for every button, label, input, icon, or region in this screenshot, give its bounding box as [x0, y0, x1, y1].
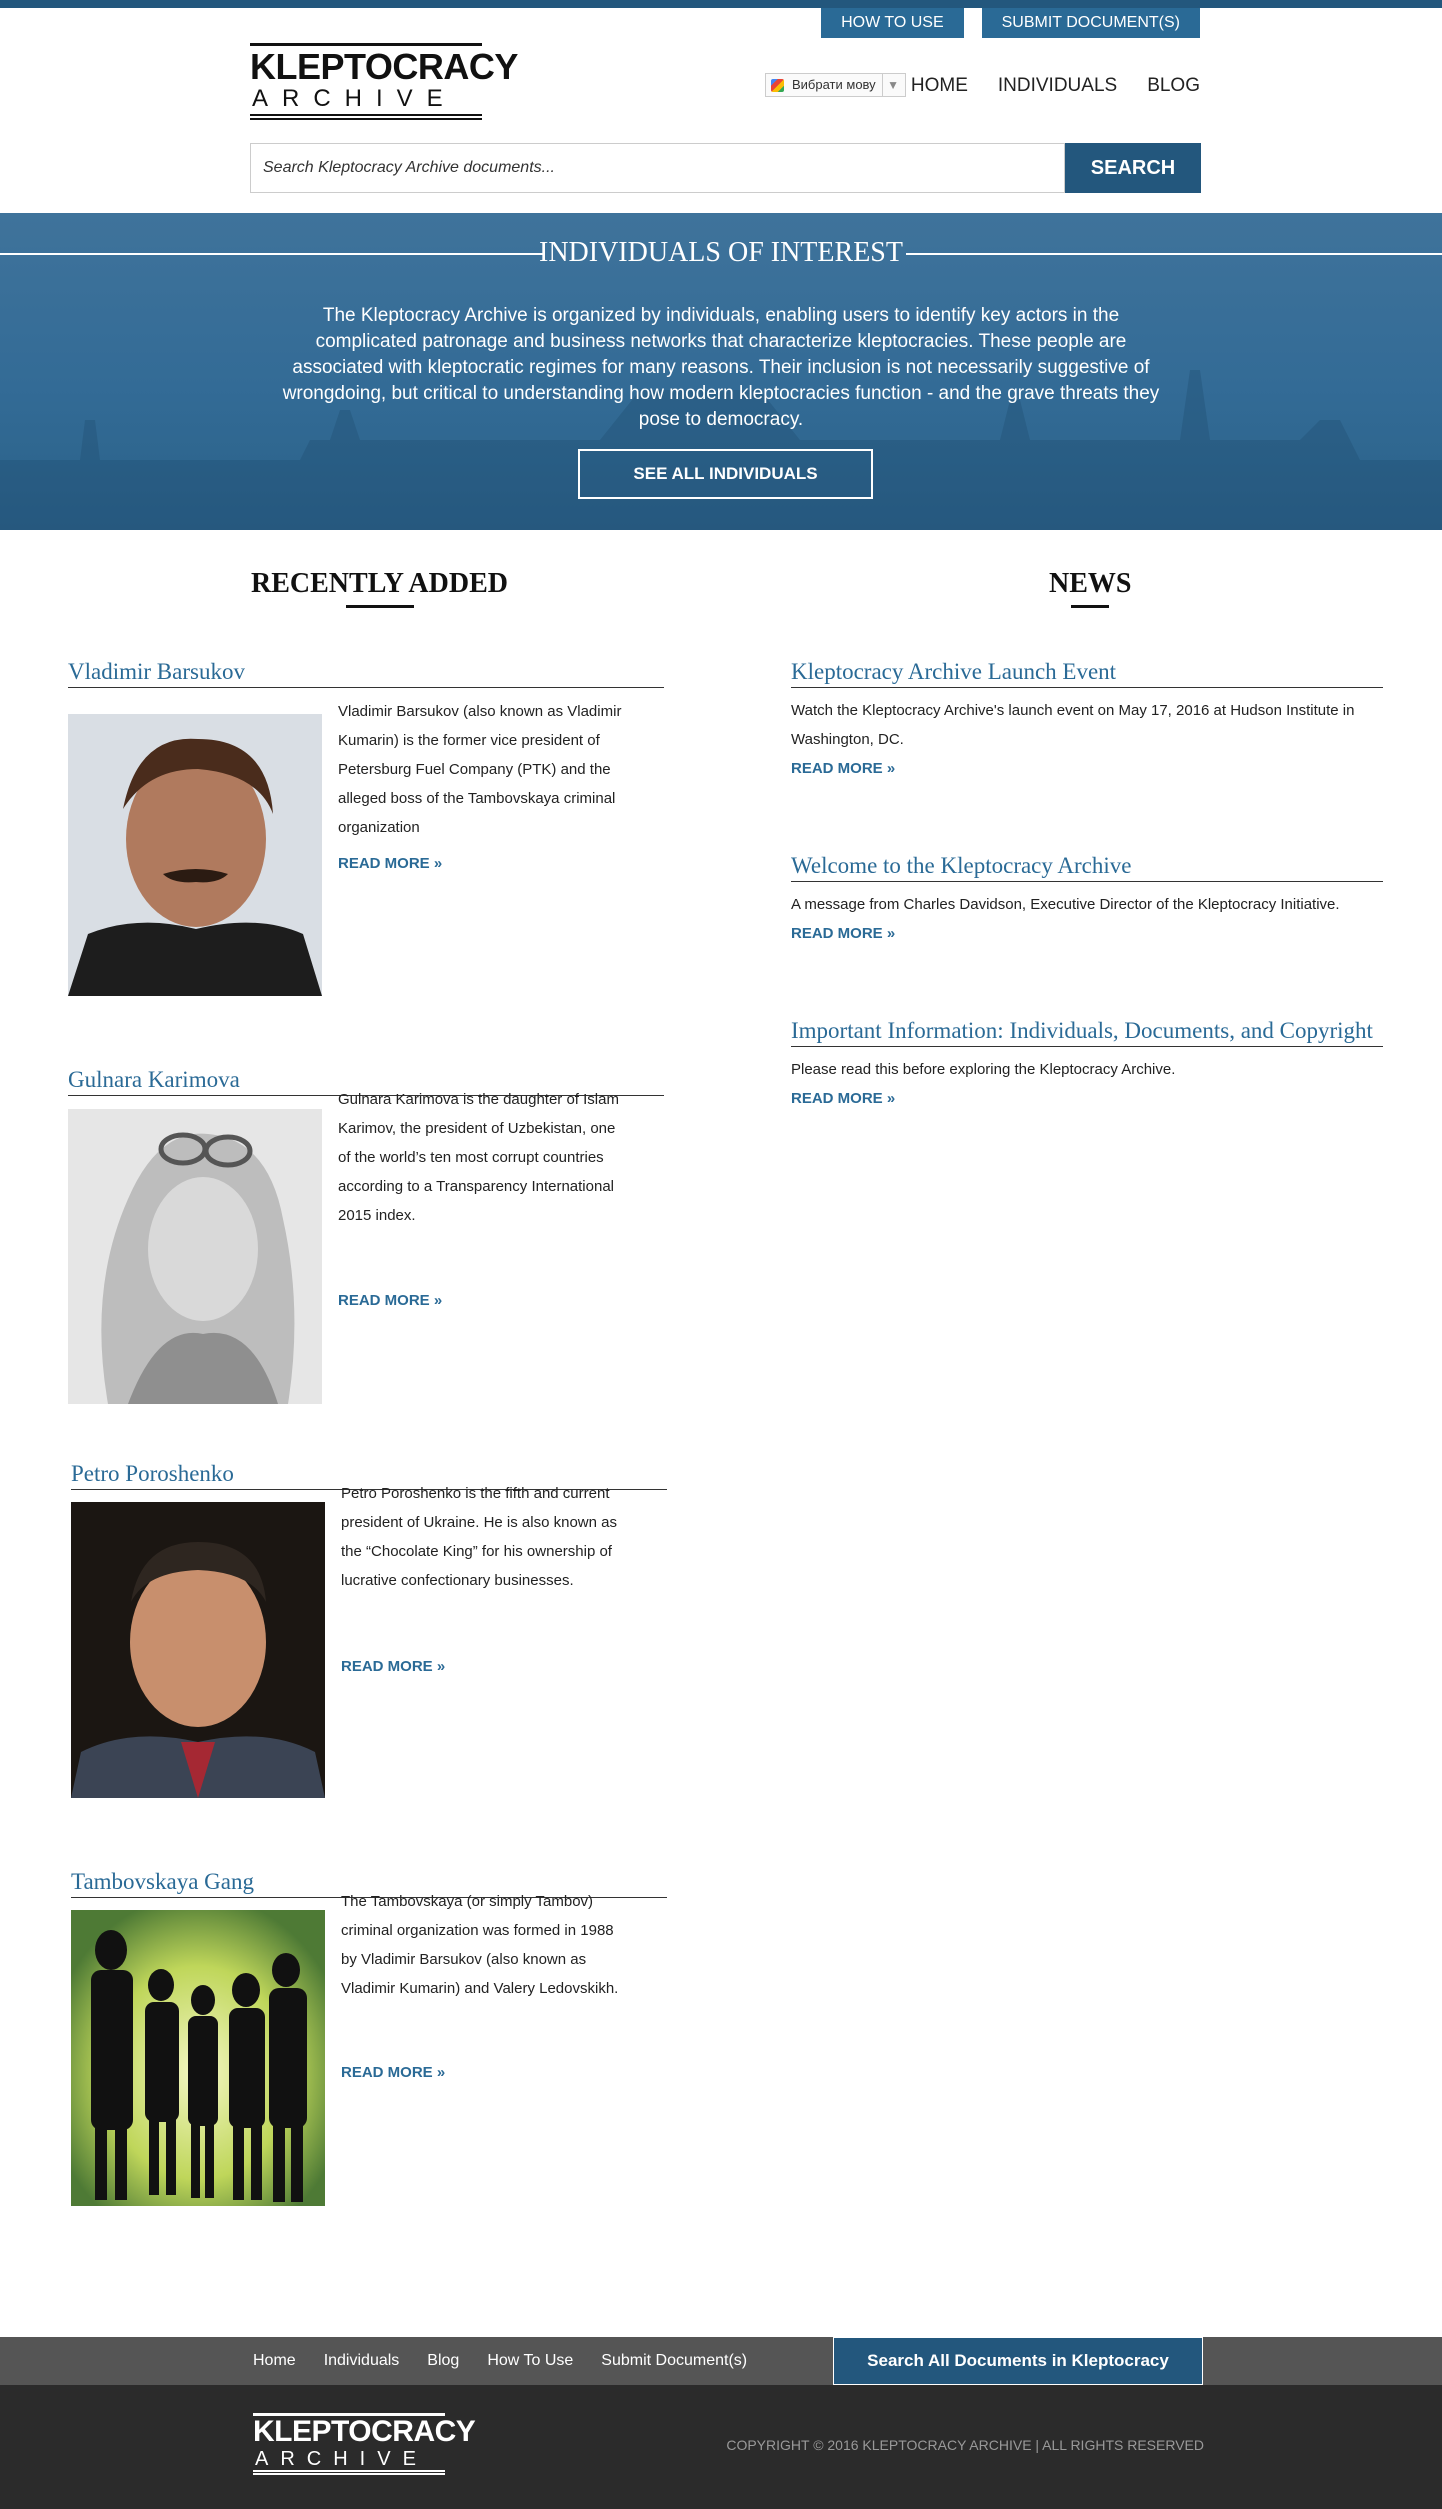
person-photo[interactable]	[68, 1109, 322, 1404]
search-input[interactable]	[250, 143, 1065, 193]
read-more-link[interactable]: READ MORE »	[341, 2064, 446, 2081]
news-title[interactable]: Welcome to the Kleptocracy Archive	[791, 851, 1383, 882]
person-card	[71, 1867, 667, 2207]
hero-title-line-left	[0, 253, 544, 255]
news-title[interactable]: Important Information: Individuals, Documents, and Copyright	[791, 1016, 1383, 1047]
news-heading	[1049, 568, 1131, 600]
heading-underline	[346, 605, 414, 608]
footer-links	[253, 2337, 747, 2385]
news-item	[791, 1016, 1383, 1107]
footer-link-home[interactable]: Home	[253, 2352, 296, 2369]
language-selector[interactable]	[765, 73, 906, 97]
person-photo[interactable]	[71, 1502, 325, 1798]
hero-title-line-right	[906, 253, 1442, 255]
google-translate-icon	[771, 79, 784, 92]
person-summary: Vladimir Barsukov (also known as Vladimir Kumarin) is the former vice president of Petersburg Fuel Company (PTK) and the alleged boss of the Tambovskaya criminal organization	[338, 703, 622, 836]
footer-nav	[0, 2337, 1442, 2385]
recently-added-heading	[251, 568, 508, 600]
person-card	[68, 657, 664, 997]
person-summary: Petro Poroshenko is the fifth and current president of Ukraine. He is also known as the “Chocolate King” for his ownership of lucrative confectionary businesses.	[341, 1485, 617, 1589]
footer-logo-bottom: ARCHIVE	[253, 2448, 445, 2475]
read-more-link[interactable]: READ MORE »	[791, 760, 896, 777]
news-title[interactable]: Kleptocracy Archive Launch Event	[791, 657, 1383, 688]
search-button[interactable]: SEARCH	[1065, 143, 1201, 193]
main-nav	[911, 73, 1200, 99]
search-bar	[250, 143, 1201, 193]
news-item	[791, 657, 1383, 777]
nav-individuals[interactable]: INDIVIDUALS	[997, 75, 1118, 96]
footer	[0, 2385, 1442, 2509]
person-summary: Gulnara Karimova is the daughter of Islam Karimov, the president of Uzbekistan, one of the world’s ten most corrupt countries according to a Transparency International 2015 index.	[338, 1091, 619, 1224]
copyright-text: COPYRIGHT © 2016 KLEPTOCRACY ARCHIVE | ALL RIGHTS RESERVED	[726, 2437, 1204, 2453]
person-summary: The Tambovskaya (or simply Tambov) criminal organization was formed in 1988 by Vladimir Barsukov (also known as Vladimir Kumarin) and Valery Ledovskikh.	[341, 1893, 619, 1997]
see-all-individuals-button[interactable]: SEE ALL INDIVIDUALS	[578, 449, 873, 499]
site-logo[interactable]	[250, 43, 518, 120]
read-more-link[interactable]: READ MORE »	[338, 855, 443, 872]
hero-title-wrap	[0, 237, 1442, 269]
heading-underline	[1071, 605, 1109, 608]
news-item	[791, 851, 1383, 942]
submit-documents-link[interactable]: SUBMIT DOCUMENT(S)	[982, 8, 1200, 38]
search-all-documents-button[interactable]: Search All Documents in Kleptocracy	[833, 2337, 1203, 2385]
person-card	[71, 1459, 667, 1799]
logo-bottom-text: ARCHIVE	[250, 86, 482, 120]
how-to-use-link[interactable]: HOW TO USE	[821, 8, 964, 38]
hero-title: INDIVIDUALS OF INTEREST	[539, 237, 903, 268]
person-name[interactable]: Vladimir Barsukov	[68, 657, 664, 688]
hero-description: The Kleptocracy Archive is organized by individuals, enabling users to identify key actors in the complicated patronage and business networks that characterize kleptocracies. These people are associated with kleptocratic regimes for many reasons. Their inclusion is not necessarily suggestive of wrongdoing, but critical to understanding how modern kleptocracies function - and the grave threats they pose to democracy.	[282, 305, 1160, 430]
top-links	[821, 8, 1200, 38]
news-summary: A message from Charles Davidson, Executive Director of the Kleptocracy Initiative.	[791, 896, 1340, 913]
footer-link-how-to-use[interactable]: How To Use	[487, 2352, 574, 2369]
person-card	[68, 1065, 664, 1405]
person-name[interactable]: Tambovskaya Gang	[71, 1867, 667, 1898]
footer-link-submit-documents[interactable]: Submit Document(s)	[601, 2352, 748, 2369]
person-name[interactable]: Gulnara Karimova	[68, 1065, 664, 1096]
read-more-link[interactable]: READ MORE »	[338, 1292, 443, 1309]
footer-link-blog[interactable]: Blog	[427, 2352, 460, 2369]
nav-home[interactable]: HOME	[910, 75, 968, 96]
read-more-link[interactable]: READ MORE »	[791, 1090, 896, 1107]
news-title: NEWS	[1049, 568, 1132, 599]
footer-logo[interactable]	[253, 2413, 476, 2475]
footer-link-individuals[interactable]: Individuals	[323, 2352, 400, 2369]
top-accent-bar	[0, 0, 1442, 8]
person-name[interactable]: Petro Poroshenko	[71, 1459, 667, 1490]
logo-top-text: KLEPTOCRACY	[250, 43, 482, 86]
person-photo[interactable]	[68, 714, 322, 996]
chevron-down-icon: ▼	[882, 74, 899, 96]
nav-blog[interactable]: BLOG	[1147, 75, 1200, 96]
footer-logo-top: KLEPTOCRACY	[253, 2415, 476, 2448]
recently-added-title: RECENTLY ADDED	[251, 568, 508, 599]
person-photo[interactable]	[71, 1910, 325, 2206]
language-label: Вибрати мову	[792, 77, 876, 92]
read-more-link[interactable]: READ MORE »	[341, 1658, 446, 1675]
hero-banner	[0, 213, 1442, 530]
news-summary: Watch the Kleptocracy Archive's launch event on May 17, 2016 at Hudson Institute in Washington, DC.	[791, 702, 1355, 748]
news-summary: Please read this before exploring the Kleptocracy Archive.	[791, 1061, 1176, 1078]
read-more-link[interactable]: READ MORE »	[791, 925, 896, 942]
